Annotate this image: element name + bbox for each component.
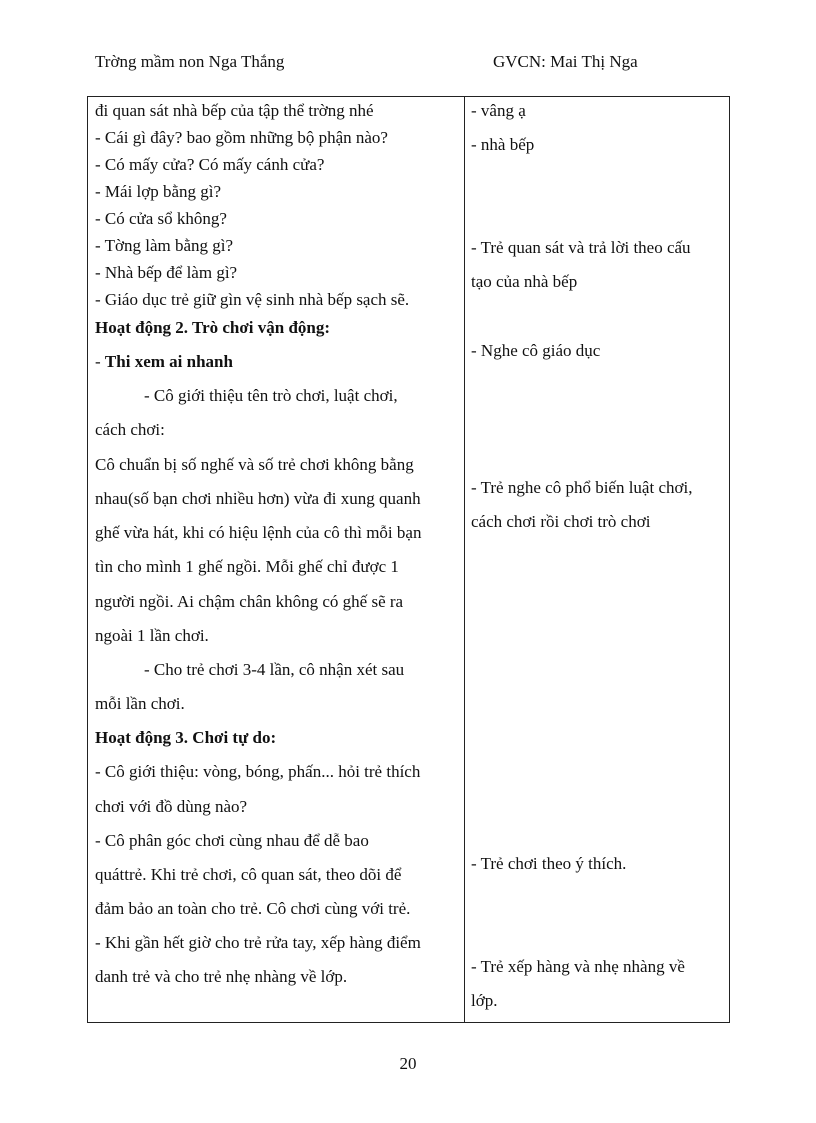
game-title: - Thi xem ai nhanh	[95, 352, 233, 371]
teacher-activity-line: đi quan sát nhà bếp của tập thể trờng nhé	[95, 101, 374, 120]
teacher-activity-line: - Nhà bếp để làm gì?	[95, 263, 238, 282]
child-activity-line: - Trẻ chơi theo ý thích.	[471, 854, 627, 873]
teacher-activity-line: - Giáo dục trẻ giữ gìn vệ sinh nhà bếp sạch sẽ.	[95, 290, 410, 309]
school-name: Trờng mầm non Nga Thắng	[95, 52, 285, 71]
teacher-activity-line: - Có mấy cửa? Có mấy cánh cửa?	[95, 155, 325, 174]
child-activity-line: - Trẻ xếp hàng và nhẹ nhàng về	[471, 957, 685, 976]
teacher-name: GVCN: Mai Thị Nga	[493, 52, 638, 71]
teacher-activity-line: quáttrẻ. Khi trẻ chơi, cô quan sát, theo dõi để	[95, 865, 402, 884]
lesson-table	[87, 96, 730, 1023]
teacher-activity-line: cách chơi:	[95, 420, 165, 439]
teacher-activity-line: - Khi gần hết giờ cho trẻ rửa tay, xếp hàng điểm	[95, 933, 421, 952]
teacher-activity-line: - Mái lợp bằng gì?	[95, 182, 222, 201]
child-activity-line: - nhà bếp	[471, 135, 535, 154]
activity-2-heading: Hoạt động 2. Trò chơi vận động:	[95, 318, 331, 337]
teacher-activity-line: - Cho trẻ chơi 3-4 lần, cô nhận xét sau	[144, 660, 405, 679]
column-divider	[464, 97, 465, 1022]
child-activity-line: cách chơi rồi chơi trò chơi	[471, 512, 651, 531]
teacher-activity-line: ghế vừa hát, khi có hiệu lệnh của cô thì mỗi bạn	[95, 523, 422, 542]
teacher-activity-line: danh trẻ và cho trẻ nhẹ nhàng về lớp.	[95, 967, 348, 986]
teacher-activity-line: - Cô phân góc chơi cùng nhau để dễ bao	[95, 831, 369, 850]
teacher-activity-line: - Tờng làm bằng gì?	[95, 236, 234, 255]
teacher-activity-line: chơi với đồ dùng nào?	[95, 797, 248, 816]
teacher-activity-line: - Cô giới thiệu tên trò chơi, luật chơi,	[144, 386, 398, 405]
teacher-activity-line: nhau(số bạn chơi nhiều hơn) vừa đi xung quanh	[95, 489, 421, 508]
child-activity-line: - Trẻ quan sát và trả lời theo cấu	[471, 238, 691, 257]
teacher-activity-line: - Cái gì đây? bao gồm những bộ phận nào?	[95, 128, 388, 147]
teacher-activity-line: Cô chuẩn bị số nghế và số trẻ chơi không bằng	[95, 455, 414, 474]
activity-3-heading: Hoạt động 3. Chơi tự do:	[95, 728, 277, 747]
teacher-activity-line: người ngồi. Ai chậm chân không có ghế sẽ ra	[95, 592, 404, 611]
teacher-activity-line: mỗi lần chơi.	[95, 694, 185, 713]
page-header	[0, 52, 816, 76]
child-activity-line: - Trẻ nghe cô phổ biến luật chơi,	[471, 478, 693, 497]
teacher-activity-line: ngoài 1 lần chơi.	[95, 626, 209, 645]
child-activity-line: tạo của nhà bếp	[471, 272, 578, 291]
teacher-activity-line: - Có cửa sổ không?	[95, 209, 227, 228]
page-number: 20	[399, 1054, 417, 1073]
child-activity-line: - Nghe cô giáo dục	[471, 341, 601, 360]
teacher-activity-line: - Cô giới thiệu: vòng, bóng, phấn... hỏi trẻ thích	[95, 762, 421, 781]
child-activity-line: - vâng ạ	[471, 101, 526, 120]
teacher-activity-line: đảm bảo an toàn cho trẻ. Cô chơi cùng với trẻ.	[95, 899, 411, 918]
teacher-activity-line: tìn cho mình 1 ghế ngồi. Mỗi ghế chỉ được 1	[95, 557, 399, 576]
child-activity-line: lớp.	[471, 991, 498, 1010]
